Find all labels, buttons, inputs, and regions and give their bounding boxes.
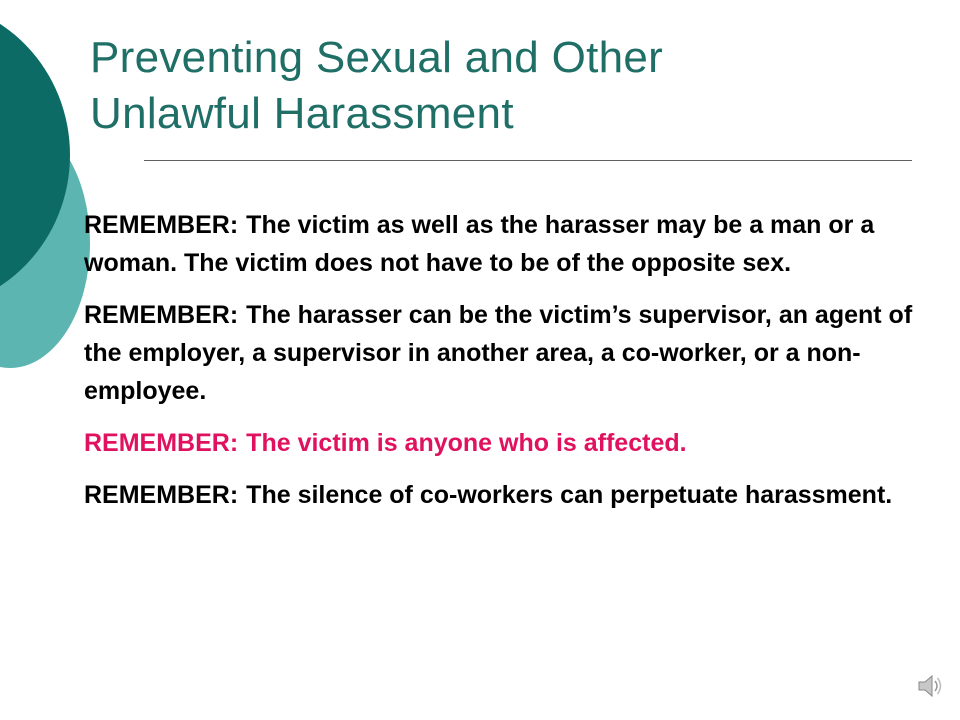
paragraph-highlighted: [84, 424, 914, 462]
slide-body: [84, 206, 914, 528]
remember-label: REMEMBER:: [84, 429, 239, 457]
paragraph-text: The harasser can be the victim’s supervisor, an agent of the employer, a supervisor in another area, a co-worker, or a non-employee.: [84, 301, 913, 405]
paragraph: [84, 206, 914, 282]
remember-label: REMEMBER:: [84, 301, 239, 329]
speaker-icon[interactable]: [916, 672, 944, 700]
paragraph-text: The silence of co-workers can perpetuate harassment.: [246, 481, 893, 509]
paragraph-text: The victim as well as the harasser may be a man or a woman. The victim does not have to be of the opposite sex.: [84, 211, 875, 277]
remember-label: REMEMBER:: [84, 211, 239, 239]
paragraph: [84, 296, 914, 410]
slide-title: [90, 30, 910, 142]
paragraph: [84, 476, 914, 514]
title-line-1: Preventing Sexual and Other: [90, 33, 664, 82]
title-line-2: Unlawful Harassment: [90, 89, 514, 138]
title-divider: [144, 160, 912, 161]
remember-label: REMEMBER:: [84, 481, 239, 509]
paragraph-text: The victim is anyone who is affected.: [246, 429, 687, 457]
